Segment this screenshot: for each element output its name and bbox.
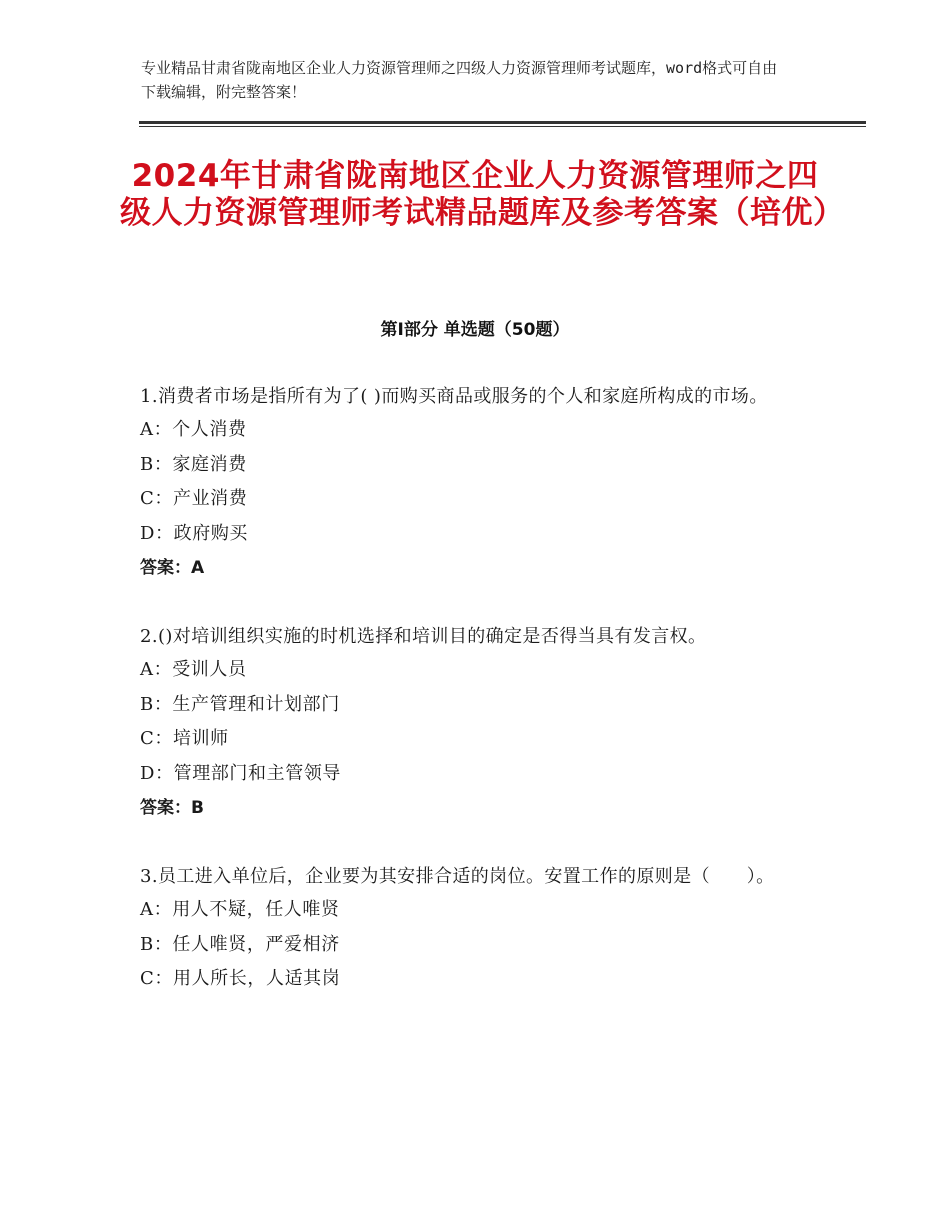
header-divider-thick — [139, 121, 866, 124]
option-a: A：用人不疑，任人唯贤 — [140, 899, 340, 920]
header-divider-thin — [139, 126, 866, 127]
section-heading: 第Ⅰ部分 单选题（50题） — [380, 320, 570, 340]
document-title: 2024年甘肃省陇南地区企业人力资源管理师之四级人力资源管理师考试精品题库及参考答案（培优） — [120, 158, 845, 231]
option-d: D：政府购买 — [140, 522, 249, 544]
option-c: C：用人所长，人适其岗 — [140, 968, 341, 989]
question-stem: 2.()对培训组织实施的时机选择和培训目的确定是否得当具有发言权。 — [140, 626, 707, 647]
answer: 答案：B — [140, 798, 204, 818]
option-b: B：家庭消费 — [140, 453, 247, 475]
question-3 — [140, 861, 820, 997]
question-1 — [140, 381, 820, 585]
option-b: B：生产管理和计划部门 — [140, 693, 340, 715]
question-2 — [140, 621, 820, 825]
option-c: C：培训师 — [140, 728, 229, 749]
answer: 答案：A — [140, 558, 205, 578]
header-note: 专业精品甘肃省陇南地区企业人力资源管理师之四级人力资源管理师考试题库，word格式可自由下载编辑，附完整答案！ — [141, 59, 778, 101]
question-stem: 3.员工进入单位后，企业要为其安排合适的岗位。安置工作的原则是（ ）。 — [140, 866, 775, 887]
question-stem: 1.消费者市场是指所有为了( )而购买商品或服务的个人和家庭所构成的市场。 — [140, 386, 768, 407]
option-a: A：个人消费 — [140, 419, 247, 440]
option-b: B：任人唯贤，严爱相济 — [140, 933, 340, 955]
option-c: C：产业消费 — [140, 488, 248, 509]
question-list — [140, 381, 820, 1033]
option-a: A：受训人员 — [140, 659, 247, 680]
option-d: D：管理部门和主管领导 — [140, 762, 342, 784]
